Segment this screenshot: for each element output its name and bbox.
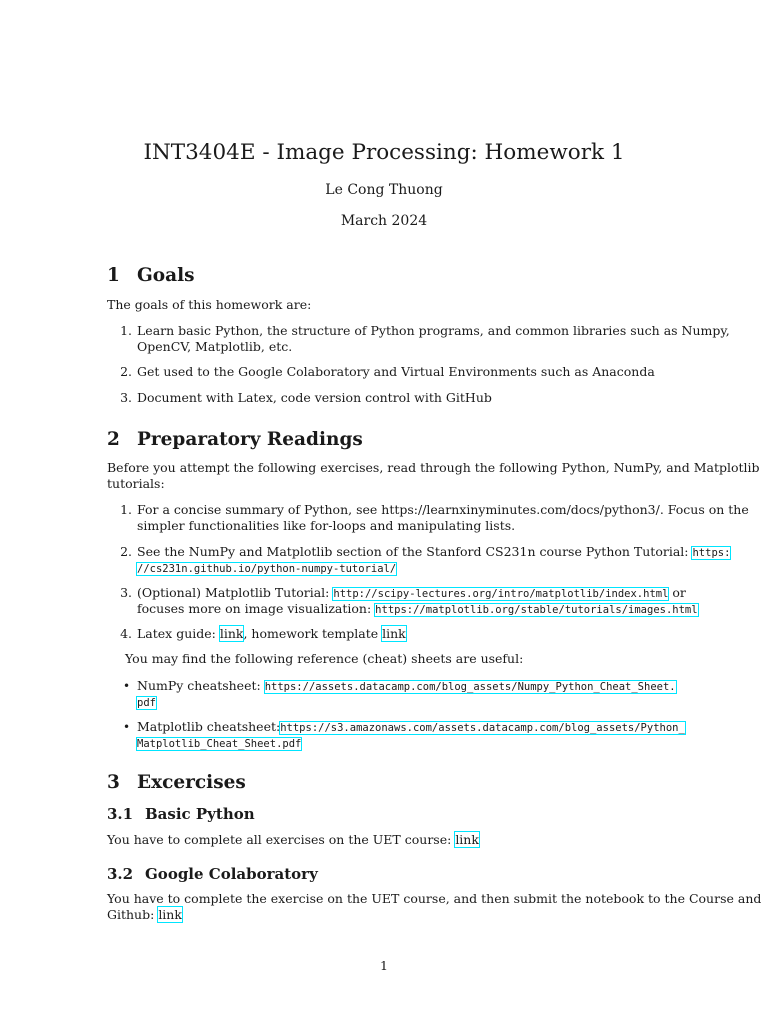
matplotlib-cheatsheet-link-cont[interactable]: Matplotlib_Cheat_Sheet.pdf [137, 738, 302, 750]
list-item-line: Learn basic Python, the structure of Python programs, and common libraries such as Numpy, [137, 323, 730, 338]
list-marker: 2. [120, 364, 132, 379]
list-item-line [137, 585, 686, 602]
list-item-line: For a concise summary of Python, see https://learnxinyminutes.com/docs/python3/. Focus on the [137, 502, 749, 517]
homework-template-link[interactable]: link [382, 626, 406, 641]
readings-intro-line: Before you attempt the following exercises, read through the following Python, NumPy, and Matplotlib [107, 460, 760, 475]
section-number: 1 [107, 265, 120, 286]
list-item-text: , homework template [243, 626, 379, 641]
section-title: Goals [137, 265, 195, 286]
bullet-line [137, 694, 156, 711]
bullet-label: NumPy cheatsheet: [137, 678, 261, 693]
list-item-text: Latex guide: [137, 626, 216, 641]
numpy-cheatsheet-link[interactable]: https://assets.datacamp.com/blog_assets/Numpy_Python_Cheat_Sheet. [264, 681, 676, 693]
matplotlib-cheatsheet-link[interactable]: https://s3.amazonaws.com/assets.datacamp.com/blog_assets/Python_ [280, 722, 685, 734]
list-marker: 1. [120, 323, 132, 338]
list-marker: 3. [120, 390, 132, 405]
paragraph-line [107, 907, 182, 923]
cs231n-link[interactable]: https: [692, 547, 731, 559]
bullet-marker: • [123, 679, 131, 693]
section-title: Excercises [137, 772, 246, 793]
paragraph-text: You have to complete all exercises on the UET course: [107, 832, 452, 847]
bullet-line [137, 719, 685, 736]
paragraph-line: You have to complete the exercise on the UET course, and then submit the notebook to the Course and [107, 891, 762, 906]
list-marker: 2. [120, 544, 132, 559]
list-item-text: See the NumPy and Matplotlib section of the Stanford CS231n course Python Tutorial: [137, 544, 689, 559]
subsection-heading-colab [107, 864, 318, 884]
subsection-heading-basic-python [107, 804, 255, 824]
section-heading-goals [107, 264, 195, 288]
bullet-marker: • [123, 720, 131, 734]
list-item-line [137, 626, 406, 642]
section-heading-exercises [107, 771, 246, 795]
list-marker: 1. [120, 502, 132, 517]
list-item-text: or [672, 585, 686, 600]
paragraph-text: Github: [107, 907, 155, 922]
subsection-title: Google Colaboratory [145, 865, 318, 883]
paper-date: March 2024 [340, 213, 428, 229]
list-item-line: OpenCV, Matplotlib, etc. [137, 339, 293, 354]
latex-guide-link[interactable]: link [219, 626, 244, 641]
bullet-line [137, 735, 301, 752]
numpy-cheatsheet-link-cont[interactable]: pdf [137, 697, 156, 709]
subsection-title: Basic Python [145, 805, 255, 823]
matplotlib-images-link[interactable]: https://matplotlib.org/stable/tutorials/images.html [375, 604, 698, 616]
github-submit-link[interactable]: link [158, 907, 182, 922]
section-number: 2 [107, 429, 120, 450]
cheat-sheets-intro: You may find the following reference (cheat) sheets are useful: [125, 651, 524, 666]
subsection-number: 3.1 [107, 805, 134, 823]
list-item-text: Document with Latex, code version control with GitHub [137, 390, 492, 405]
paper-author: Le Cong Thuong [325, 182, 443, 198]
paragraph-line [107, 832, 479, 848]
list-item-line [137, 601, 698, 618]
paper-title: INT3404E - Image Processing: Homework 1 [143, 140, 625, 165]
uet-course-link[interactable]: link [455, 832, 479, 847]
list-item-text: Get used to the Google Colaboratory and Virtual Environments such as Anaconda [137, 364, 655, 379]
goals-intro: The goals of this homework are: [107, 297, 312, 312]
list-marker: 3. [120, 585, 132, 600]
list-item-text: focuses more on image visualization: [137, 601, 372, 616]
section-heading-readings [107, 428, 363, 452]
scipy-lectures-link[interactable]: http://scipy-lectures.org/intro/matplotlib/index.html [333, 588, 669, 600]
section-title: Preparatory Readings [137, 429, 363, 450]
bullet-label: Matplotlib cheatsheet: [137, 719, 281, 734]
subsection-number: 3.2 [107, 865, 134, 883]
list-item-line [137, 544, 730, 561]
list-item-text: (Optional) Matplotlib Tutorial: [137, 585, 330, 600]
bullet-line [137, 678, 676, 695]
page-number: 1 [380, 958, 388, 973]
list-marker: 4. [120, 626, 132, 641]
readings-intro-line: tutorials: [107, 476, 165, 491]
cs231n-link-cont[interactable]: //cs231n.github.io/python-numpy-tutorial/ [137, 563, 397, 575]
section-number: 3 [107, 772, 120, 793]
list-item-line: simpler functionalities like for-loops and manipulating lists. [137, 518, 516, 533]
list-item-line [137, 560, 396, 577]
